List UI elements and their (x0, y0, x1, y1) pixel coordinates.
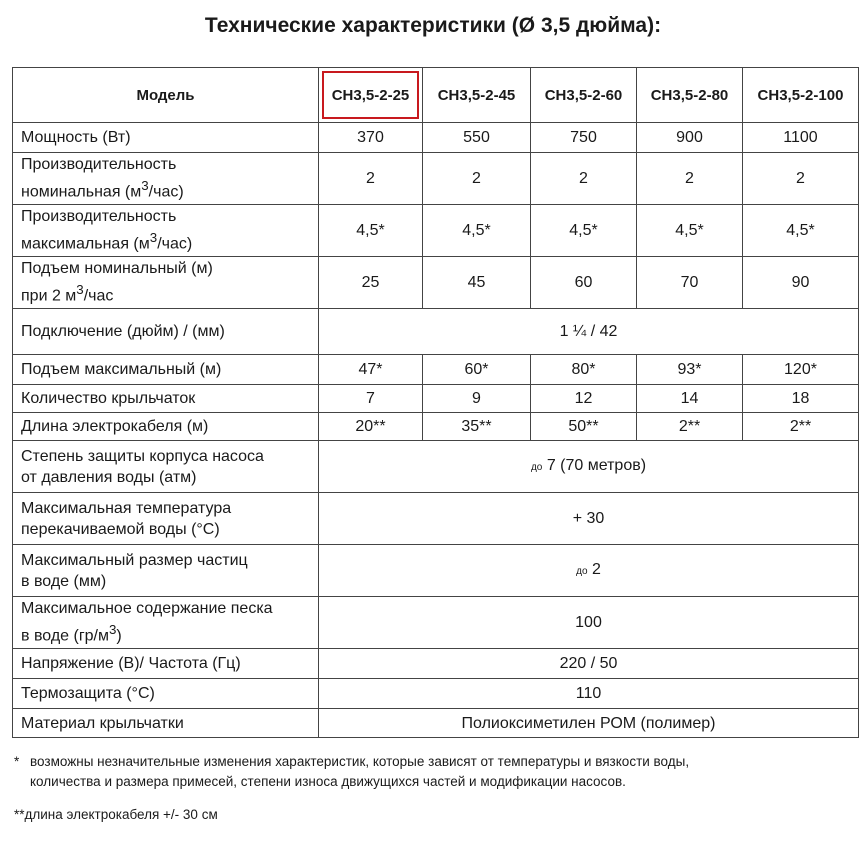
table-cell: 900 (637, 123, 743, 153)
table-cell: 60 (531, 257, 637, 309)
table-row-impellers (13, 385, 859, 413)
row-label: Подъем номинальный (м) при 2 $м^3$/час (13, 257, 319, 309)
row-label: Подъем максимальный (м) (13, 355, 319, 385)
table-row-nominal-head (13, 257, 859, 309)
footnote-mark: * (14, 754, 20, 769)
table-row-voltage (13, 649, 859, 679)
model-name: СН3,5-2-25 (331, 86, 410, 104)
table-row-power (13, 123, 859, 153)
table-cell: 12 (531, 385, 637, 413)
footnote-text: количества и размера примесей, степени износа движущихся частей и модификации насосов. (30, 774, 626, 789)
table-cell: 90 (743, 257, 859, 309)
table-cell: 7 (319, 385, 423, 413)
row-label: Максимальное содержание песка в воде $(гр/м^3)$ (13, 597, 319, 649)
footnote-1 (14, 752, 854, 792)
table-cell: 4,5* (423, 205, 531, 257)
table-cell-merged: 220 / 50 (319, 649, 859, 679)
table-cell: 750 (531, 123, 637, 153)
table-cell: 60* (423, 355, 531, 385)
table-cell: 93* (637, 355, 743, 385)
prefix-text: до (576, 566, 588, 577)
table-row-max-temp (13, 493, 859, 545)
table-row-max-head (13, 355, 859, 385)
table-row-protection (13, 441, 859, 493)
table-cell: 120* (743, 355, 859, 385)
row-label: Мощность (Вт) (13, 123, 319, 153)
table-cell: 35** (423, 413, 531, 441)
row-label: Длина электрокабеля (м) (13, 413, 319, 441)
table-cell: 4,5* (319, 205, 423, 257)
table-cell: 2** (743, 413, 859, 441)
table-cell-merged: 100 (319, 597, 859, 649)
row-label: Материал крыльчатки (13, 709, 319, 738)
footnote-text: возможны незначительные изменения характеристик, которые зависят от температуры и вязкости воды, (30, 754, 690, 769)
row-label: Термозащита (°С) (13, 679, 319, 709)
table-cell: 70 (637, 257, 743, 309)
table-row-material (13, 709, 859, 738)
table-cell: 45 (423, 257, 531, 309)
model-name: СН3,5-2-80 (637, 68, 743, 123)
table-cell: 4,5* (531, 205, 637, 257)
table-cell-merged (319, 545, 859, 597)
table-cell-merged: Полиоксиметилен РОМ (полимер) (319, 709, 859, 738)
cell-value: 7 (70 метров) (546, 457, 647, 474)
row-label: Производительность номинальная $(м^3/час)$ (13, 153, 319, 205)
table-cell: 18 (743, 385, 859, 413)
model-name: СН3,5-2-60 (531, 68, 637, 123)
table-cell: 4,5* (743, 205, 859, 257)
table-cell: 2 (423, 153, 531, 205)
table-cell: 25 (319, 257, 423, 309)
table-cell: 9 (423, 385, 531, 413)
table-row-max-sand (13, 597, 859, 649)
table-cell: 2** (637, 413, 743, 441)
model-header: Модель (13, 68, 319, 123)
prefix-text: до (530, 462, 543, 473)
row-label: Подключение (дюйм) / (мм) (13, 309, 319, 355)
table-cell: 2 (531, 153, 637, 205)
table-cell: 14 (637, 385, 743, 413)
model-name: СН3,5-2-45 (423, 68, 531, 123)
table-row-max-particle (13, 545, 859, 597)
table-row-nominal-flow (13, 153, 859, 205)
table-cell: 370 (319, 123, 423, 153)
row-label: Максимальная температура перекачиваемой воды (°С) (13, 493, 319, 545)
model-cell-highlighted (319, 68, 423, 123)
table-row-max-flow (13, 205, 859, 257)
table-cell: 2 (743, 153, 859, 205)
table-cell: 4,5* (637, 205, 743, 257)
row-label: Количество крыльчаток (13, 385, 319, 413)
footnotes (14, 752, 854, 825)
footnote-2: **длина электрокабеля +/- 30 см (14, 807, 218, 822)
table-cell: 20** (319, 413, 423, 441)
table-cell: 80* (531, 355, 637, 385)
table-cell-merged: + 30 (319, 493, 859, 545)
table-cell: 47* (319, 355, 423, 385)
table-cell-merged: 1 ¼ / 42 (319, 309, 859, 355)
table-row-connection (13, 309, 859, 355)
model-name: СН3,5-2-100 (743, 68, 859, 123)
row-label: Степень защиты корпуса насоса от давления воды (атм) (13, 441, 319, 493)
row-label: Напряжение (В)/ Частота (Гц) (13, 649, 319, 679)
table-cell-merged: 110 (319, 679, 859, 709)
table-cell: 1100 (743, 123, 859, 153)
spec-table (12, 67, 859, 738)
page-title: Технические характеристики (Ø 3,5 дюйма): (204, 14, 662, 37)
table-cell-merged (319, 441, 859, 493)
table-row-thermal (13, 679, 859, 709)
table-cell: 2 (319, 153, 423, 205)
row-label: Максимальный размер частиц в воде (мм) (13, 545, 319, 597)
table-row-cable (13, 413, 859, 441)
table-cell: 2 (637, 153, 743, 205)
table-header-row (13, 68, 859, 123)
table-cell: 50** (531, 413, 637, 441)
row-label: Производительность максимальная $(м^3/час)$ (13, 205, 319, 257)
table-cell: 550 (423, 123, 531, 153)
cell-value: 2 (591, 561, 601, 578)
